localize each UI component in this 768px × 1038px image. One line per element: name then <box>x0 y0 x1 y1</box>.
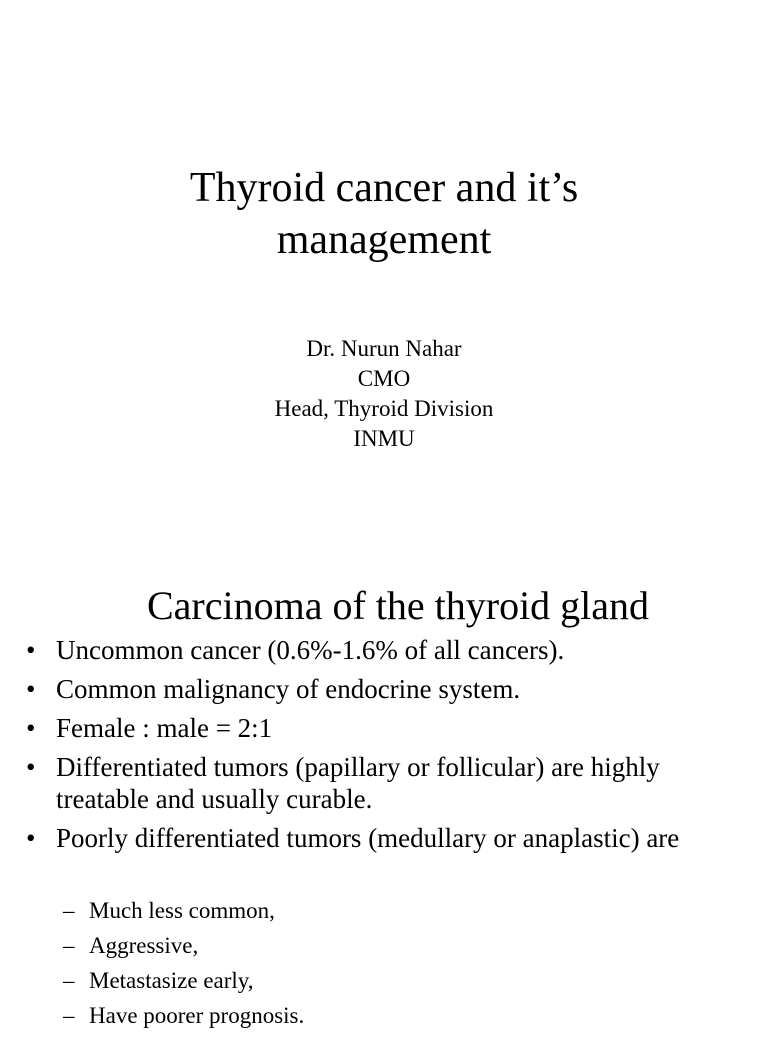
author-institute: INMU <box>353 426 415 451</box>
author-position: Head, Thyroid Division <box>274 396 494 421</box>
bullet-text: Uncommon cancer (0.6%-1.6% of all cancers). <box>56 635 565 665</box>
bullet-text: Poorly differentiated tumors (medullary or anaplastic) are <box>56 823 680 853</box>
sub-bullet-text: Much less common, <box>89 898 275 923</box>
sub-bullet-text: Aggressive, <box>89 933 199 958</box>
dash-icon: – <box>63 933 75 958</box>
bullet-text: Female : male = 2:1 <box>56 713 273 743</box>
author-block <box>0 334 768 454</box>
bullet-list <box>0 634 768 861</box>
content-slide <box>0 560 768 1028</box>
author-name: Dr. Nurun Nahar <box>306 336 462 361</box>
sub-list-item <box>0 933 768 959</box>
list-item <box>0 634 768 666</box>
sub-bullet-text: Metastasize early, <box>89 968 254 993</box>
bullet-text: Common malignancy of endocrine system. <box>56 674 521 704</box>
list-item <box>0 673 768 705</box>
title-line-1: Thyroid cancer and it’s <box>189 165 579 211</box>
dash-icon: – <box>63 968 75 993</box>
list-item <box>0 751 768 815</box>
bullet-icon: • <box>26 635 36 665</box>
dash-icon: – <box>63 1003 75 1028</box>
title-line-2: management <box>276 217 492 263</box>
sub-bullet-list <box>0 898 768 1038</box>
list-item <box>0 822 768 854</box>
bullet-icon: • <box>26 823 36 853</box>
bullet-text: Differentiated tumors (papillary or follicular) are highly treatable and usually curable. <box>56 752 660 814</box>
bullet-icon: • <box>26 713 36 743</box>
bullet-icon: • <box>26 752 36 782</box>
slide-title: Carcinoma of the thyroid gland <box>146 583 650 628</box>
bullet-icon: • <box>26 674 36 704</box>
sub-list-item <box>0 1003 768 1029</box>
sub-bullet-text: Have poorer prognosis. <box>89 1003 305 1028</box>
author-designation: CMO <box>357 366 411 391</box>
presentation-title <box>0 162 768 266</box>
list-item <box>0 712 768 744</box>
dash-icon: – <box>63 898 75 923</box>
sub-list-item <box>0 898 768 924</box>
sub-list-item <box>0 968 768 994</box>
